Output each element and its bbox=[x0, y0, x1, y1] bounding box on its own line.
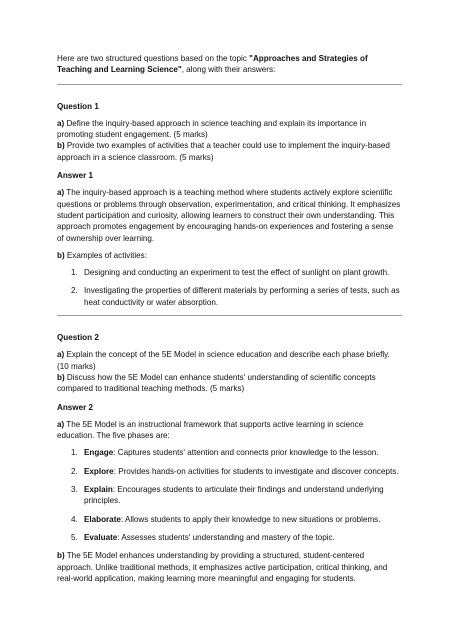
divider bbox=[57, 315, 402, 316]
answer-2-part-a bbox=[57, 419, 402, 442]
list-number: 4. bbox=[71, 514, 78, 524]
list-text: : Assesses students' understanding and mastery of the topic. bbox=[117, 532, 335, 542]
part-label: b) bbox=[57, 372, 65, 382]
phase-term: Explain bbox=[84, 485, 113, 495]
part-text: Explain the concept of the 5E Model in science education and describe each phase briefly. (10 marks) bbox=[57, 350, 390, 371]
answer-2-part-b bbox=[57, 550, 402, 584]
answer-1-part-a bbox=[57, 187, 402, 243]
question-2-title: Question 2 bbox=[57, 333, 99, 343]
part-label: b) bbox=[57, 551, 65, 561]
list-text: : Provides hands-on activities for students to investigate and discover concepts. bbox=[113, 466, 399, 476]
list-item bbox=[57, 532, 402, 543]
list-number: 2. bbox=[71, 286, 78, 296]
part-label: a) bbox=[57, 118, 65, 128]
list-text: : Captures students' attention and connects prior knowledge to the lesson. bbox=[113, 448, 379, 458]
list-item bbox=[57, 267, 402, 278]
list-text: : Encourages students to articulate their findings and understand underlying principles. bbox=[84, 485, 384, 506]
list-number: 1. bbox=[71, 448, 78, 458]
divider bbox=[57, 84, 402, 85]
question-2-part-a bbox=[57, 349, 402, 372]
answer-1-title: Answer 1 bbox=[57, 171, 93, 181]
list-item bbox=[57, 447, 402, 458]
activity-list bbox=[57, 267, 402, 308]
part-text: Provide two examples of activities that a teacher could use to implement the inquiry-based approach in a science classroom. (5 marks) bbox=[57, 141, 390, 162]
question-1-part-a bbox=[57, 118, 402, 141]
list-number: 1. bbox=[71, 268, 78, 278]
intro-text: Here are two structured questions based on the topic bbox=[57, 54, 250, 63]
list-item bbox=[57, 466, 402, 477]
phase-term: Explore bbox=[84, 466, 114, 476]
list-text: : Allows students to apply their knowledge to new situations or problems. bbox=[120, 514, 381, 524]
list-item bbox=[57, 484, 402, 507]
part-text: The 5E Model enhances understanding by providing a structured, student-centered approach. Unlike traditional methods, it emphasizes active participation, critical thinking, and real-world application, making learning more meaningful and engaging for students. bbox=[57, 551, 388, 583]
intro-topic: "Approaches and Strategies of Teaching and Learning Science" bbox=[57, 54, 368, 75]
phase-term: Engage bbox=[84, 448, 114, 458]
question-1-part-b bbox=[57, 140, 402, 163]
question-1-title: Question 1 bbox=[57, 101, 99, 111]
part-label: b) bbox=[57, 250, 65, 260]
part-text: Define the inquiry-based approach in science teaching and explain its importance in promoting student engagement. (5 marks) bbox=[57, 118, 367, 140]
phase-list bbox=[57, 447, 402, 543]
document-content bbox=[57, 53, 402, 584]
list-text: Investigating the properties of different materials by performing a series of tests, such as heat conductivity or water absorption. bbox=[84, 286, 400, 307]
part-label: a) bbox=[57, 188, 65, 198]
phase-term: Elaborate bbox=[84, 514, 121, 524]
part-label: b) bbox=[57, 141, 65, 151]
answer-1-part-b bbox=[57, 250, 402, 261]
list-item bbox=[57, 514, 402, 525]
question-2-part-b bbox=[57, 372, 402, 395]
list-number: 3. bbox=[71, 485, 78, 495]
part-text: Examples of activities: bbox=[64, 250, 147, 260]
list-text: Designing and conducting an experiment to test the effect of sunlight on plant growth. bbox=[84, 268, 390, 278]
intro-suffix: , along with their answers: bbox=[181, 65, 276, 75]
part-text: Discuss how the 5E Model can enhance students' understanding of scientific concepts compared to traditional teaching methods. (5 marks) bbox=[57, 372, 376, 394]
answer-2-title: Answer 2 bbox=[57, 402, 93, 412]
part-label: a) bbox=[57, 350, 65, 360]
part-text: The inquiry-based approach is a teaching method where students actively explore scientific questions or problems through observation, experimentation, and critical thinking. It emphasizes student participation and curiosity, allowing learners to construct their own understanding. This approach promotes engagement by encouraging hands-on experiences and fostering a sense of ownership over learning. bbox=[57, 188, 401, 243]
list-number: 2. bbox=[71, 466, 78, 476]
list-number: 5. bbox=[71, 532, 78, 542]
part-label: a) bbox=[57, 419, 65, 429]
list-item bbox=[57, 285, 402, 308]
part-text: The 5E Model is an instructional framework that supports active learning in science education. The five phases are: bbox=[57, 419, 364, 441]
intro-paragraph bbox=[57, 53, 402, 76]
phase-term: Evaluate bbox=[84, 532, 118, 542]
